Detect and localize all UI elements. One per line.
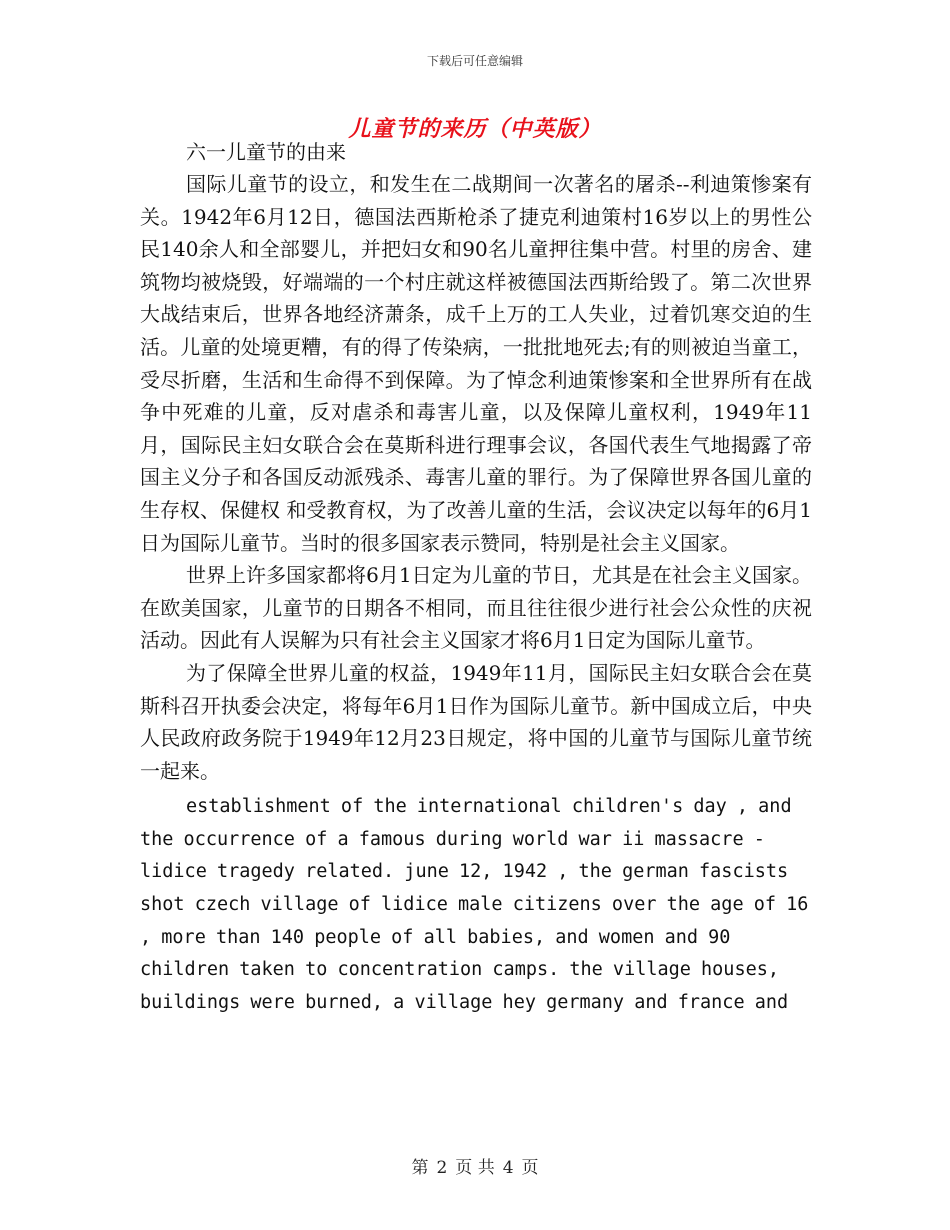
paragraph-zh-3: 为了保障全世界儿童的权益，1949年11月，国际民主妇女联合会在莫斯科召开执委会决定，将每年6月1日作为国际儿童节。新中国成立后，中央人民政府政务院于1949年12月23日规定，将中国的儿童节与国际儿童节统一起来。 [140, 660, 812, 783]
page-header: 下载后可任意编辑 [426, 54, 523, 68]
section-subheading: 六一儿童节的由来 [186, 140, 346, 164]
page-number-total: 4 [502, 1158, 514, 1178]
document-title: 儿童节的来历（中英版） [348, 117, 602, 142]
page-footer [0, 1153, 950, 1178]
page-number-current: 2 [436, 1158, 448, 1178]
footer-prefix: 第 [411, 1158, 429, 1178]
paragraph-zh-1: 国际儿童节的设立，和发生在二战期间一次著名的屠杀--利迪策惨案有关。1942年6月12日，德国法西斯枪杀了捷克利迪策村16岁以上的男性公民140余人和全部婴儿，并把妇女和90名儿童押往集中营。村里的房舍、建筑物均被烧毁，好端端的一个村庄就这样被德国法西斯给毁了。第二次世界大战结束后，世界各地经济萧条，成千上万的工人失业，过着饥寒交迫的生活。儿童的处境更糟，有的得了传染病，一批批地死去;有的则被迫当童工，受尽折磨，生活和生命得不到保障。为了悼念利迪策惨案和全世界所有在战争中死难的儿童，反对虐杀和毒害儿童，以及保障儿童权利，1949年11月，国际民主妇女联合会在莫斯科进行理事会议，各国代表生气地揭露了帝国主义分子和各国反动派残杀、毒害儿童的罪行。为了保障世界各国儿童的生存权、保健权 和受教育权，为了改善儿童的生活，会议决定以每年的6月1日为国际儿童节。当时的很多国家表示赞同，特别是社会主义国家。 [140, 172, 812, 555]
paragraph-zh-2: 世界上许多国家都将6月1日定为儿童的节日，尤其是在社会主义国家。在欧美国家，儿童节的日期各不相同，而且往往很少进行社会公众性的庆祝活动。因此有人误解为只有社会主义国家才将6月1日定为国际儿童节。 [140, 563, 812, 653]
footer-suffix: 页 [521, 1158, 539, 1178]
paragraph-en: establishment of the international children's day , and the occurrence of a famous during world war ii massacre - lidice tragedy related. june 12, 1942 , the german fascists shot czech village of lidice male citizens over the age of 16 , more than 140 people of all babies, and women and 90 children taken to concentration camps. the village houses, buildings were burned, a village hey germany and france and [140, 796, 809, 1013]
footer-middle: 页 共 [455, 1158, 495, 1178]
document-body [140, 136, 812, 1019]
